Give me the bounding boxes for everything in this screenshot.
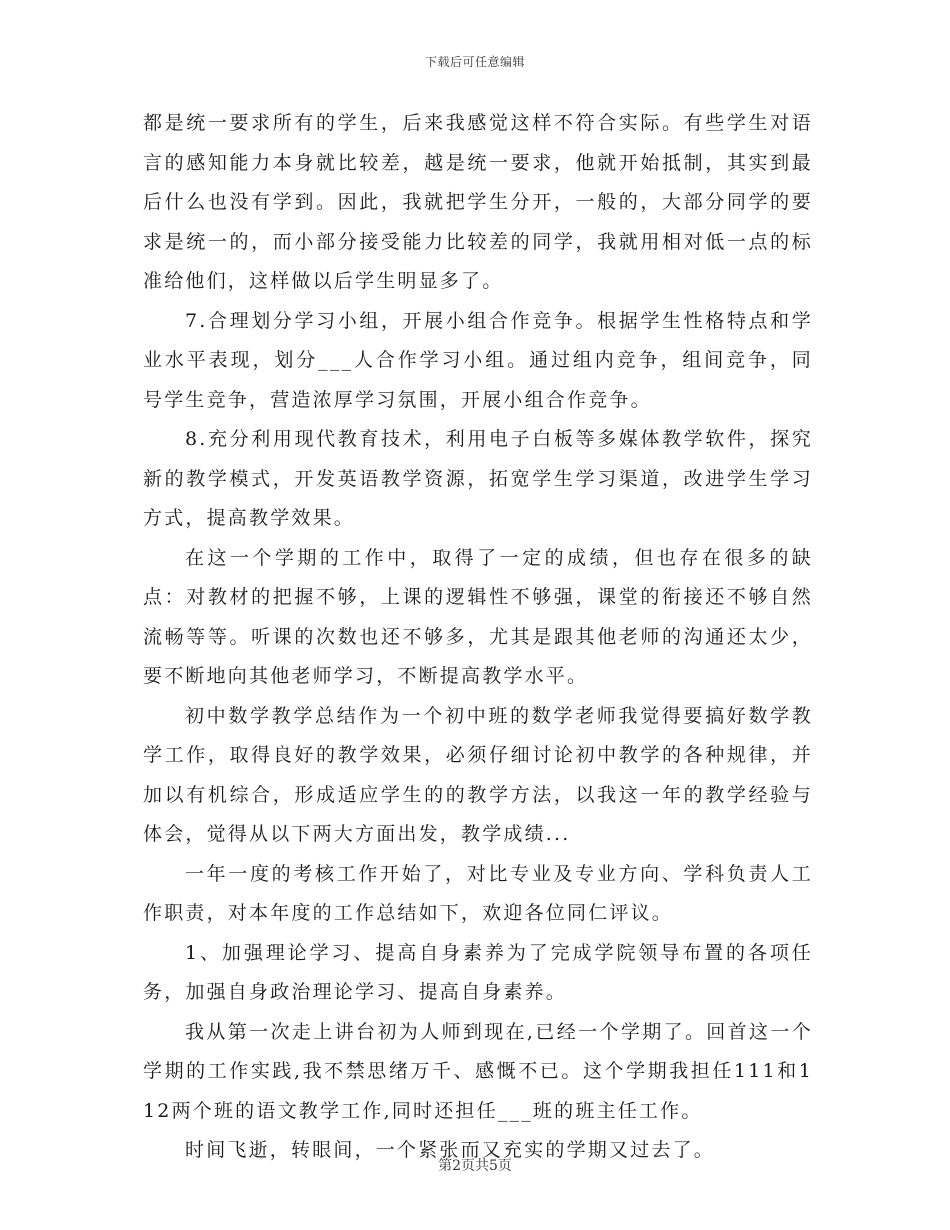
paragraph: 时间飞逝，转眼间，一个紧张而又充实的学期又过去了。 (185, 1139, 716, 1161)
paragraph: 都是统一要求所有的学生，后来我感觉这样不符合实际。有些学生对语言的感知能力本身就比较差，越是统一要求，他就开始抵制，其实到最后什么也没有学到。因此，我就把学生分开，一般的，大部分同学的要求是统一的，而小部分接受能力比较差的同学，我就用相对低一点的标准给他们，这样做以后学生明显多了。 (143, 112, 813, 292)
page-footer: 第2页共5页 (438, 1158, 512, 1174)
page-header: 下载后可任意编辑 (424, 55, 525, 69)
document-body (143, 104, 813, 1171)
paragraph: 初中数学教学总结作为一个初中班的数学老师我觉得要搞好数学教学工作，取得良好的教学效果，必须仔细讨论初中教学的各种规律，并加以有机综合，形成适应学生的的教学方法，以我这一年的教学经验与体会，觉得从以下两大方面出发，教学成绩... (143, 704, 813, 845)
paragraph: 我从第一次走上讲台初为人师到现在,已经一个学期了。回首这一个学期的工作实践,我不禁思绪万千、感慨不已。这个学期我担任111和112两个班的语文教学工作,同时还担任___班的班主任工作。 (143, 1020, 813, 1122)
paragraph: 在这一个学期的工作中，取得了一定的成绩，但也存在很多的缺点：对教材的把握不够，上课的逻辑性不够强，课堂的衔接还不够自然流畅等等。听课的次数也还不够多，尤其是跟其他老师的沟通还太少，要不断地向其他老师学习，不断提高教学水平。 (143, 546, 813, 687)
paragraph: 一年一度的考核工作开始了，对比专业及专业方向、学科负责人工作职责，对本年度的工作总结如下，欢迎各位同仁评议。 (143, 862, 813, 924)
paragraph: 7.合理划分学习小组，开展小组合作竞争。根据学生性格特点和学业水平表现，划分___人合作学习小组。通过组内竞争，组间竞争，同号学生竞争，营造浓厚学习氛围，开展小组合作竞争。 (143, 309, 813, 411)
paragraph: 1、加强理论学习、提高自身素养为了完成学院领导布置的各项任务，加强自身政治理论学习、提高自身素养。 (143, 941, 813, 1003)
paragraph: 8.充分利用现代教育技术，利用电子白板等多媒体教学软件，探究新的教学模式，开发英语教学资源，拓宽学生学习渠道，改进学生学习方式，提高教学效果。 (143, 428, 813, 529)
